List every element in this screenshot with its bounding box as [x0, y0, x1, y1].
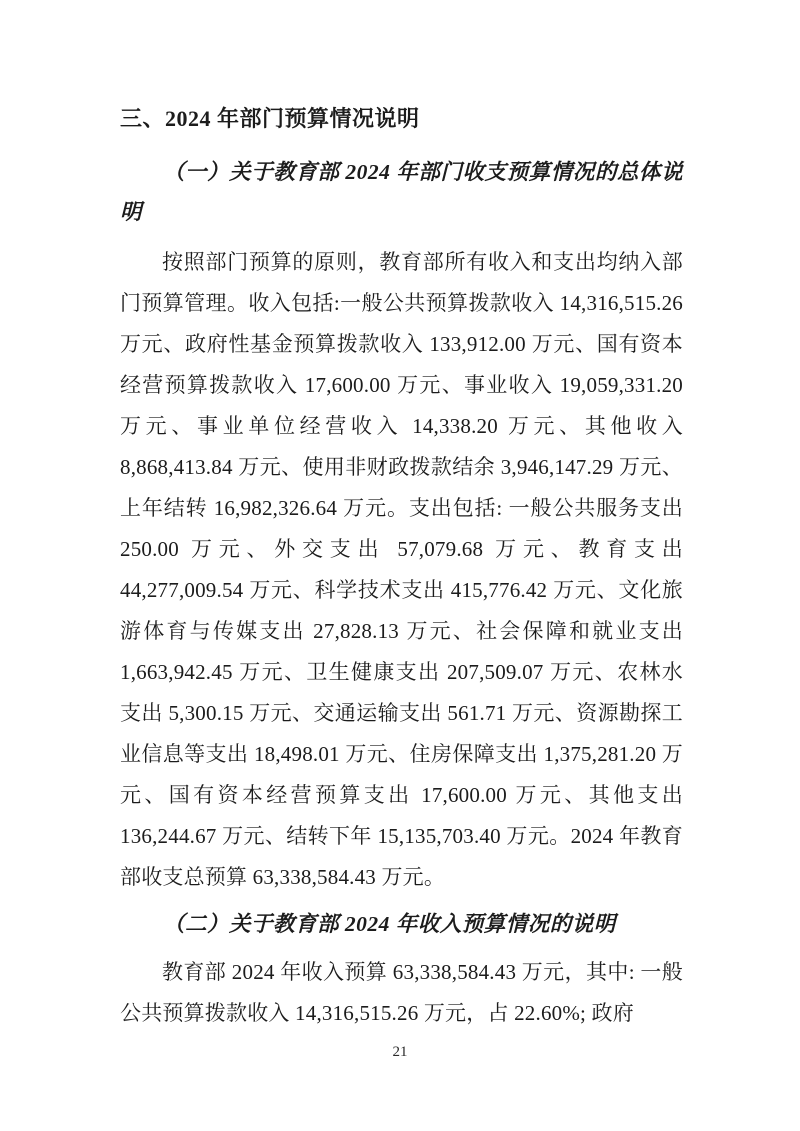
subsection-2-heading: （二）关于教育部 2024 年收入预算情况的说明: [163, 912, 616, 936]
subsection-1-paragraph: 按照部门预算的原则，教育部所有收入和支出均纳入部门预算管理。收入包括:一般公共预算拨款收入 14,316,515.26 万元、政府性基金预算拨款收入 133,912.00 万元、国有资本经营预算拨款收入 17,600.00 万元、事业收入 19,059,331.20 万元、事业单位经营收入 14,338.20 万元、其他收入 8,868,413.84 万元、使用非财政拨款结余 3,946,147.29 万元、上年结转 16,982,326.64 万元。支出包括: 一般公共服务支出 250.00 万元、外交支出 57,079.68 万元、教育支出 44,277,009.54 万元、科学技术支出 415,776.42 万元、文化旅游体育与传媒支出 27,828.13 万元、社会保障和就业支出 1,663,942.45 万元、卫生健康支出 207,509.07 万元、农林水支出 5,300.15 万元、交通运输支出 561.71 万元、资源勘探工业信息等支出 18,498.01 万元、住房保障支出 1,375,281.20 万元、国有资本经营预算支出 17,600.00 万元、其他支出 136,244.67 万元、结转下年 15,135,703.40 万元。2024 年教育部收支总预算 63,338,584.43 万元。: [120, 250, 683, 889]
subsection-2-paragraph: 教育部 2024 年收入预算 63,338,584.43 万元，其中: 一般公共预算拨款收入 14,316,515.26 万元，占 22.60%; 政府: [120, 960, 683, 1025]
section-heading: 三、2024 年部门预算情况说明: [120, 106, 420, 131]
subsection-1-heading: （一）关于教育部 2024 年部门收支预算情况的总体说明: [120, 160, 683, 224]
page-number: 21: [392, 1044, 408, 1060]
section-1: [120, 152, 683, 898]
section-2: [120, 904, 683, 1034]
